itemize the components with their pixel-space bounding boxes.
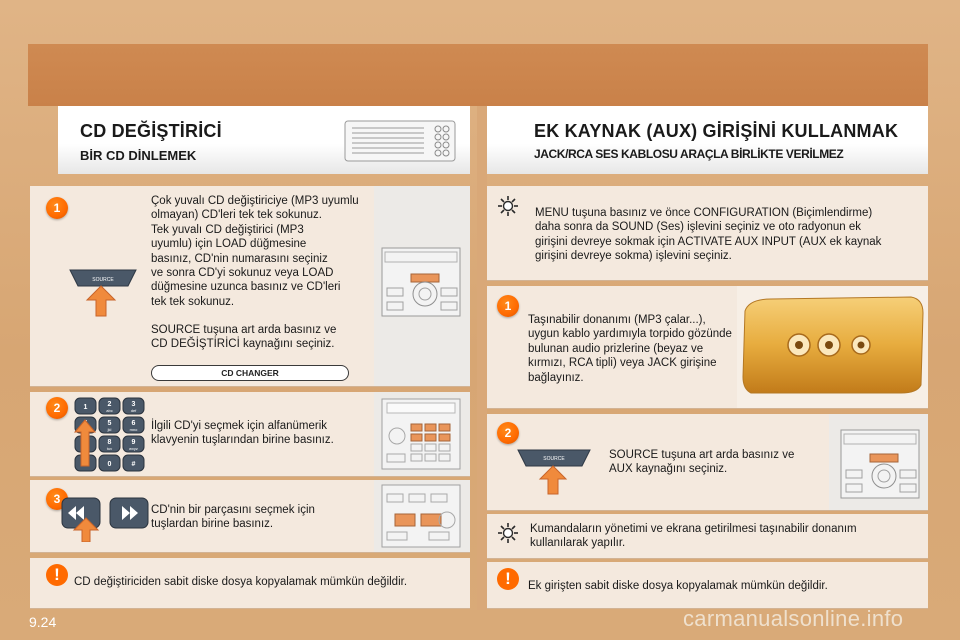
right-subtitle: JACK/RCA SES KABLOSU ARAÇLA BİRLİKTE VERİLMEZ [534, 147, 844, 161]
keypad-key [123, 417, 144, 433]
step-badge-1: 1 [497, 295, 519, 317]
keypad-key [99, 398, 120, 414]
warning-icon: ! [497, 568, 519, 590]
tip-sun-icon [497, 195, 519, 217]
svg-text:8: 8 [107, 439, 112, 446]
left-subtitle: BİR CD DİNLEMEK [80, 148, 197, 163]
alphanumeric-keypad-icon [73, 396, 145, 472]
cd-changer-unit-icon [344, 120, 456, 162]
radio-keypad-image [381, 398, 461, 470]
svg-text:5: 5 [107, 420, 112, 427]
glovebox-aux-sockets-image [741, 293, 925, 395]
source-button-label: SOURCE [543, 456, 565, 462]
column-divider [477, 106, 487, 610]
source-button-press-icon [68, 262, 138, 318]
radio-unit-source-image [840, 426, 920, 502]
right-tip1-text: MENU tuşuna basınız ve önce CONFIGURATION (Biçimlendirme) daha sonra da SOUND (Ses) işlevini seçiniz ve oto radyonun ek girişini devreye sokmak için ACTIVATE AUX INPUT (AUX ek kaynak girişini devreye sokma) işlevini seçiniz. [535, 207, 882, 263]
step-badge-2: 2 [46, 397, 68, 419]
page-number: 9.24 [29, 614, 57, 630]
keypad-key [99, 455, 120, 471]
source-button-label: SOURCE [92, 277, 114, 283]
step-badge-2: 2 [497, 422, 519, 444]
radio-track-buttons-image [381, 484, 461, 548]
left-step2-text: İlgili CD'yi seçmek için alfanümerik klavyenin tuşlarından birine basınız. [151, 420, 334, 447]
right-step2-text: SOURCE tuşuna art arda basınız ve AUX kaynağını seçiniz. [609, 449, 795, 476]
svg-text:mno: mno [129, 427, 138, 432]
left-step1-text2: SOURCE tuşuna art arda basınız ve CD DEĞİŞTİRİCİ kaynağını seçiniz. [151, 324, 337, 351]
right-step1-text: Taşınabilir donanımı (MP3 çalar...), uygun kablo yardımıyla torpido gözünde bulunan audio prizlerine (beyaz ve kırmızı, RCA tipli) veya JACK girişine bağlayınız. [528, 314, 732, 384]
svg-text:jkl: jkl [107, 427, 112, 432]
left-step1-text: Çok yuvalı CD değiştiriciye (MP3 uyumlu olmayan) CD'leri tek tek sokunuz. Tek yuvalı CD değiştirici (MP3 uyumlu) için LOAD düğmesine basınız, CD'nin numarasını seçiniz ve sonra CD'yi sokunuz veya LOAD düğmesine uzunca basınız ve CD'leri tek tek sokunuz. [151, 195, 359, 308]
right-title: EK KAYNAK (AUX) GİRİŞİNİ KULLANMAK [534, 121, 899, 141]
radio-unit-source-image [381, 244, 461, 320]
keypad-key [123, 398, 144, 414]
left-title: CD DEĞİŞTİRİCİ [80, 121, 222, 141]
right-header [487, 106, 928, 174]
svg-text:def: def [130, 408, 137, 413]
svg-text:0: 0 [107, 461, 112, 468]
step-badge-1: 1 [46, 197, 68, 219]
step-badge-3: 3 [46, 488, 68, 510]
svg-text:2: 2 [107, 401, 112, 408]
svg-text:1: 1 [83, 404, 88, 411]
tip-sun-icon [497, 522, 519, 544]
keypad-key [99, 436, 120, 452]
source-button-press-icon [516, 444, 592, 496]
top-band [28, 44, 928, 106]
svg-text:3: 3 [131, 401, 136, 408]
left-step3-text: CD'nin bir parçasını seçmek için tuşlardan birine basınız. [151, 504, 315, 531]
keypad-key [75, 398, 96, 414]
watermark: carmanualsonline.info [683, 606, 904, 631]
svg-text:wxyz: wxyz [129, 446, 138, 451]
left-warning-text: CD değiştiriciden sabit diske dosya kopyalamak mümkün değildir. [74, 576, 408, 588]
keypad-key [123, 455, 144, 471]
svg-text:9: 9 [131, 439, 136, 446]
svg-text:tuv: tuv [106, 446, 113, 451]
svg-text:#: # [131, 461, 136, 468]
svg-text:6: 6 [131, 420, 136, 427]
track-skip-buttons-icon [58, 494, 150, 542]
keypad-key [99, 417, 120, 433]
right-tip2-text: Kumandaların yönetimi ve ekrana getirilmesi taşınabilir donanım kullanılarak yapılır. [530, 523, 857, 550]
keypad-key [123, 436, 144, 452]
cd-changer-label: CD CHANGER [151, 365, 349, 381]
right-warning-text: Ek girişten sabit diske dosya kopyalamak mümkün değildir. [528, 580, 828, 592]
warning-icon: ! [46, 564, 68, 586]
left-header [58, 106, 470, 174]
svg-text:abc: abc [106, 408, 113, 413]
